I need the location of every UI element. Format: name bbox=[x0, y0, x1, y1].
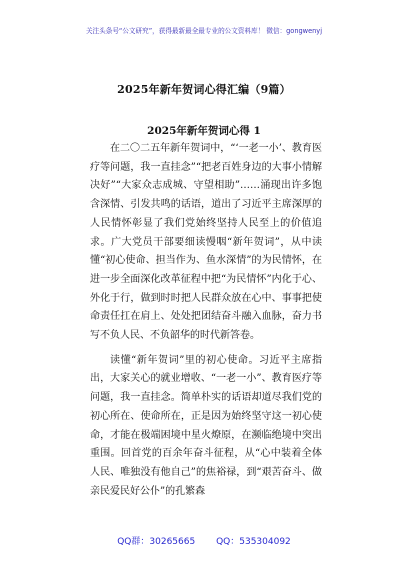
footer-contact bbox=[0, 534, 408, 547]
paragraph-2: 读懂“新年贺词”里的初心使命。习近平主席指出，大家关心的就业增收、“一老一小”、教育医疗等问题，我一直挂念。简单朴实的话语却道尽我们党的初心所在、使命所在，正是因为始终坚守这一初心使命，才能在极端困境中星火燎原，在濒临绝境中突出重围。回首党的百余年奋斗征程，从“心中装着全体人民、唯独没有他自己”的焦裕禄，到“艰苦奋斗、做亲民爱民好公仆”的孔繁森 bbox=[90, 354, 322, 497]
header-banner: 关注头条号“公文研究”，获得最新最全最专业的公文资料库！ 微信：gongwenyj bbox=[85, 27, 323, 35]
footer-qq: QQ：535304092 bbox=[216, 537, 291, 547]
footer-qq-group: QQ群：30265665 bbox=[117, 537, 196, 547]
paragraph-1: 在二〇二五年新年贺词中，“‘一老一小’、教育医疗等问题，我一直挂念”“把老百姓身边的大事小情解决好”“大家众志成城、守望相助”……涌现出许多饱含深情、引发共鸣的话语，道出了习近平主席深厚的人民情怀彰显了我们党始终坚持人民至上的价值追求。广大党员干部要细读慢咽“新年贺词”，从中读懂“初心使命、担当作为、鱼水深情”的为民情怀，在进一步全面深化改革征程中把“为民情怀”内化于心、外化于行，做到时时把人民群众放在心中、事事把使命责任扛在肩上、处处把团结奋斗融入血脉，奋力书写不负人民、不负韶华的时代新答卷。 bbox=[90, 143, 322, 342]
section-title: 2025年新年贺词心得 1 bbox=[147, 125, 261, 137]
document-body bbox=[90, 140, 322, 507]
document-title: 2025年新年贺词心得汇编（9篇） bbox=[117, 83, 291, 96]
